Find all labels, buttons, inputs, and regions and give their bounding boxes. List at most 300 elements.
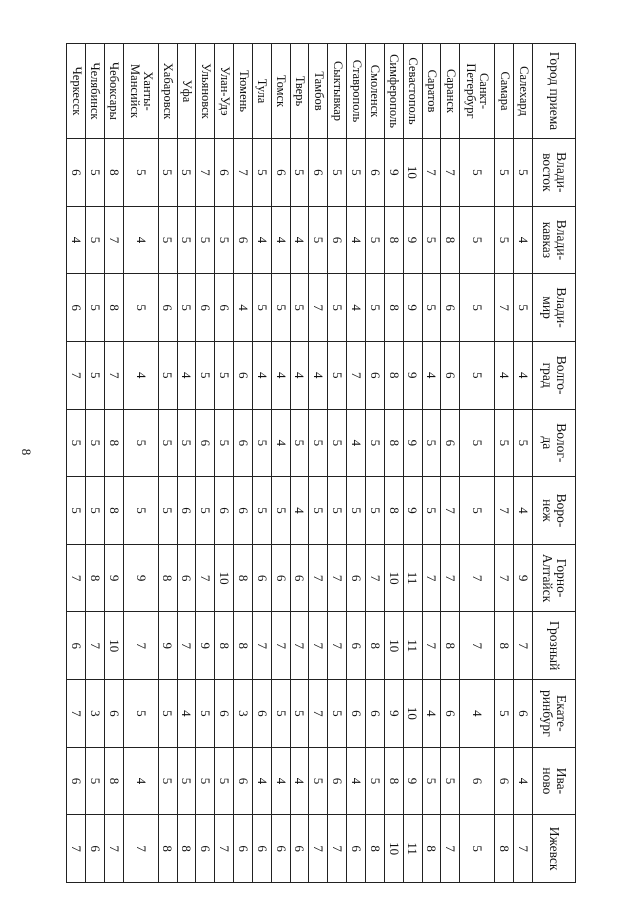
value-cell: 5	[441, 747, 460, 815]
column-header-2: Влади- кавказ	[533, 206, 576, 274]
value-cell: 5	[158, 477, 177, 545]
value-cell: 6	[177, 544, 196, 612]
value-cell: 5	[422, 274, 441, 342]
value-cell: 4	[271, 409, 290, 477]
value-cell: 8	[104, 409, 123, 477]
value-cell: 7	[422, 612, 441, 680]
value-cell: 5	[328, 477, 347, 545]
value-cell: 5	[460, 409, 495, 477]
city-cell: Томск	[271, 44, 290, 139]
value-cell: 6	[215, 477, 234, 545]
city-cell: Чебоксары	[104, 44, 123, 139]
city-cell: Ульяновск	[196, 44, 215, 139]
value-cell: 5	[252, 409, 271, 477]
value-cell: 4	[347, 409, 366, 477]
city-cell: Саратов	[422, 44, 441, 139]
value-cell: 4	[422, 341, 441, 409]
value-cell: 3	[234, 680, 253, 748]
value-cell: 6	[271, 139, 290, 207]
value-cell: 7	[460, 544, 495, 612]
value-cell: 4	[514, 477, 533, 545]
value-cell: 6	[177, 477, 196, 545]
value-cell: 8	[495, 815, 514, 883]
value-cell: 8	[104, 139, 123, 207]
city-cell: Севастополь	[403, 44, 422, 139]
value-cell: 6	[196, 274, 215, 342]
value-cell: 4	[290, 206, 309, 274]
value-cell: 5	[328, 680, 347, 748]
value-cell: 5	[123, 477, 158, 545]
value-cell: 5	[158, 747, 177, 815]
value-cell: 5	[196, 206, 215, 274]
value-cell: 8	[234, 544, 253, 612]
value-cell: 5	[85, 477, 104, 545]
value-cell: 4	[309, 341, 328, 409]
value-cell: 5	[177, 206, 196, 274]
value-cell: 5	[460, 206, 495, 274]
value-cell: 7	[328, 612, 347, 680]
value-cell: 5	[460, 815, 495, 883]
value-cell: 8	[158, 815, 177, 883]
value-cell: 6	[215, 680, 234, 748]
page-number: 8	[19, 448, 34, 456]
value-cell: 7	[104, 341, 123, 409]
table-row	[403, 44, 422, 883]
city-cell: Ханты- Мансийск	[123, 44, 158, 139]
value-cell: 5	[196, 747, 215, 815]
value-cell: 6	[347, 612, 366, 680]
value-cell: 6	[104, 680, 123, 748]
table-row	[495, 44, 514, 883]
value-cell: 4	[514, 206, 533, 274]
value-cell: 5	[514, 274, 533, 342]
value-cell: 7	[309, 612, 328, 680]
value-cell: 5	[328, 274, 347, 342]
value-cell: 5	[366, 409, 385, 477]
value-cell: 7	[309, 544, 328, 612]
value-cell: 8	[366, 815, 385, 883]
value-cell: 4	[123, 747, 158, 815]
value-cell: 6	[328, 747, 347, 815]
city-cell: Тула	[252, 44, 271, 139]
value-cell: 6	[328, 206, 347, 274]
city-cell: Челябинск	[85, 44, 104, 139]
value-cell: 8	[104, 747, 123, 815]
column-header-city: Город приема	[533, 44, 576, 139]
value-cell: 5	[196, 680, 215, 748]
city-cell: Смоленск	[366, 44, 385, 139]
city-cell: Сыктывкар	[328, 44, 347, 139]
table-row	[85, 44, 104, 883]
value-cell: 5	[215, 341, 234, 409]
table-row	[67, 44, 86, 883]
value-cell: 5	[158, 680, 177, 748]
value-cell: 6	[366, 139, 385, 207]
table-row	[384, 44, 403, 883]
value-cell: 4	[252, 341, 271, 409]
value-cell: 5	[271, 680, 290, 748]
value-cell: 7	[495, 544, 514, 612]
table-row	[177, 44, 196, 883]
value-cell: 5	[215, 409, 234, 477]
value-cell: 6	[67, 747, 86, 815]
value-cell: 8	[366, 612, 385, 680]
value-cell: 8	[441, 206, 460, 274]
value-cell: 9	[514, 544, 533, 612]
value-cell: 7	[347, 341, 366, 409]
table-row	[123, 44, 158, 883]
value-cell: 5	[177, 139, 196, 207]
value-cell: 4	[177, 341, 196, 409]
value-cell: 5	[422, 206, 441, 274]
value-cell: 5	[271, 274, 290, 342]
value-cell: 4	[290, 341, 309, 409]
table-row	[271, 44, 290, 883]
value-cell: 5	[67, 409, 86, 477]
value-cell: 5	[177, 747, 196, 815]
value-cell: 6	[441, 409, 460, 477]
value-cell: 5	[495, 139, 514, 207]
value-cell: 7	[422, 139, 441, 207]
value-cell: 6	[234, 341, 253, 409]
column-header-5: Волог- да	[533, 409, 576, 477]
value-cell: 6	[309, 139, 328, 207]
value-cell: 4	[347, 747, 366, 815]
table-row	[290, 44, 309, 883]
value-cell: 4	[422, 680, 441, 748]
value-cell: 6	[215, 274, 234, 342]
value-cell: 5	[347, 139, 366, 207]
value-cell: 5	[85, 747, 104, 815]
value-cell: 5	[514, 139, 533, 207]
table-row	[422, 44, 441, 883]
column-header-1: Влади- восток	[533, 139, 576, 207]
value-cell: 8	[384, 409, 403, 477]
value-cell: 7	[67, 815, 86, 883]
value-cell: 6	[234, 747, 253, 815]
city-cell: Тюмень	[234, 44, 253, 139]
value-cell: 5	[158, 409, 177, 477]
value-cell: 5	[123, 409, 158, 477]
value-cell: 4	[67, 206, 86, 274]
value-cell: 9	[403, 747, 422, 815]
value-cell: 7	[271, 612, 290, 680]
value-cell: 6	[252, 680, 271, 748]
table-body	[67, 44, 533, 883]
value-cell: 8	[384, 206, 403, 274]
value-cell: 5	[495, 680, 514, 748]
value-cell: 6	[234, 477, 253, 545]
value-cell: 7	[441, 544, 460, 612]
value-cell: 8	[85, 544, 104, 612]
column-header-7: Горно- Алтайск	[533, 544, 576, 612]
value-cell: 6	[67, 139, 86, 207]
value-cell: 5	[158, 139, 177, 207]
city-cell: Улан-Удэ	[215, 44, 234, 139]
value-cell: 6	[158, 274, 177, 342]
value-cell: 5	[67, 477, 86, 545]
value-cell: 5	[252, 274, 271, 342]
value-cell: 6	[290, 815, 309, 883]
value-cell: 5	[290, 274, 309, 342]
table-row	[215, 44, 234, 883]
value-cell: 5	[366, 747, 385, 815]
value-cell: 5	[252, 139, 271, 207]
value-cell: 5	[215, 747, 234, 815]
value-cell: 6	[271, 544, 290, 612]
value-cell: 5	[290, 409, 309, 477]
value-cell: 6	[234, 409, 253, 477]
value-cell: 7	[514, 612, 533, 680]
rotated-table-container	[66, 43, 576, 883]
value-cell: 8	[384, 274, 403, 342]
value-cell: 4	[271, 341, 290, 409]
value-cell: 5	[85, 409, 104, 477]
value-cell: 9	[384, 680, 403, 748]
value-cell: 4	[123, 341, 158, 409]
value-cell: 6	[271, 815, 290, 883]
value-cell: 6	[252, 544, 271, 612]
value-cell: 7	[309, 274, 328, 342]
value-cell: 8	[177, 815, 196, 883]
value-cell: 7	[366, 544, 385, 612]
table-row	[460, 44, 495, 883]
table-row	[196, 44, 215, 883]
value-cell: 8	[384, 477, 403, 545]
value-cell: 8	[215, 612, 234, 680]
value-cell: 4	[177, 680, 196, 748]
value-cell: 7	[495, 477, 514, 545]
value-cell: 10	[215, 544, 234, 612]
value-cell: 5	[290, 139, 309, 207]
value-cell: 5	[422, 409, 441, 477]
value-cell: 5	[290, 680, 309, 748]
city-cell: Санкт- Петербург	[460, 44, 495, 139]
value-cell: 8	[422, 815, 441, 883]
value-cell: 7	[123, 815, 158, 883]
value-cell: 7	[290, 612, 309, 680]
value-cell: 8	[104, 477, 123, 545]
value-cell: 9	[403, 341, 422, 409]
value-cell: 9	[403, 206, 422, 274]
value-cell: 5	[177, 409, 196, 477]
value-cell: 8	[158, 544, 177, 612]
value-cell: 5	[309, 747, 328, 815]
city-cell: Черкесск	[67, 44, 86, 139]
table-row	[366, 44, 385, 883]
value-cell: 5	[460, 274, 495, 342]
value-cell: 5	[366, 274, 385, 342]
value-cell: 6	[290, 544, 309, 612]
value-cell: 7	[123, 612, 158, 680]
value-cell: 8	[104, 274, 123, 342]
value-cell: 4	[514, 341, 533, 409]
value-cell: 5	[123, 274, 158, 342]
value-cell: 5	[366, 206, 385, 274]
value-cell: 4	[290, 747, 309, 815]
column-header-10: Ива- ново	[533, 747, 576, 815]
value-cell: 5	[215, 206, 234, 274]
value-cell: 5	[328, 409, 347, 477]
value-cell: 7	[234, 139, 253, 207]
value-cell: 6	[366, 341, 385, 409]
value-cell: 10	[403, 139, 422, 207]
value-cell: 8	[495, 612, 514, 680]
value-cell: 7	[460, 612, 495, 680]
value-cell: 6	[215, 139, 234, 207]
value-cell: 9	[403, 409, 422, 477]
value-cell: 10	[403, 680, 422, 748]
value-cell: 4	[271, 206, 290, 274]
value-cell: 7	[196, 544, 215, 612]
value-cell: 6	[234, 206, 253, 274]
value-cell: 11	[403, 544, 422, 612]
value-cell: 6	[347, 680, 366, 748]
value-cell: 4	[252, 747, 271, 815]
value-cell: 6	[196, 409, 215, 477]
value-cell: 6	[441, 680, 460, 748]
value-cell: 5	[196, 477, 215, 545]
value-cell: 7	[514, 815, 533, 883]
value-cell: 5	[309, 206, 328, 274]
value-cell: 5	[514, 409, 533, 477]
city-cell: Самара	[495, 44, 514, 139]
value-cell: 5	[309, 409, 328, 477]
value-cell: 5	[158, 206, 177, 274]
value-cell: 7	[441, 139, 460, 207]
table-header-row	[533, 44, 576, 883]
value-cell: 10	[104, 612, 123, 680]
value-cell: 5	[85, 206, 104, 274]
value-cell: 5	[271, 477, 290, 545]
value-cell: 7	[104, 815, 123, 883]
table-row	[514, 44, 533, 883]
value-cell: 6	[441, 341, 460, 409]
value-cell: 10	[384, 612, 403, 680]
value-cell: 4	[234, 274, 253, 342]
value-cell: 5	[309, 477, 328, 545]
value-cell: 5	[460, 139, 495, 207]
column-header-6: Воро- неж	[533, 477, 576, 545]
value-cell: 5	[158, 341, 177, 409]
table-row	[252, 44, 271, 883]
city-cell: Салехард	[514, 44, 533, 139]
value-cell: 7	[252, 612, 271, 680]
value-cell: 5	[85, 139, 104, 207]
value-cell: 9	[123, 544, 158, 612]
column-header-8: Грозный	[533, 612, 576, 680]
value-cell: 9	[104, 544, 123, 612]
value-cell: 4	[347, 206, 366, 274]
value-cell: 8	[441, 612, 460, 680]
value-cell: 7	[85, 612, 104, 680]
value-cell: 6	[196, 815, 215, 883]
city-cell: Саранск	[441, 44, 460, 139]
table-row	[441, 44, 460, 883]
value-cell: 7	[67, 544, 86, 612]
value-cell: 7	[196, 139, 215, 207]
value-cell: 5	[495, 409, 514, 477]
value-cell: 4	[495, 341, 514, 409]
value-cell: 5	[177, 274, 196, 342]
value-cell: 7	[67, 341, 86, 409]
table-row	[104, 44, 123, 883]
value-cell: 10	[384, 815, 403, 883]
value-cell: 6	[366, 680, 385, 748]
value-cell: 7	[441, 477, 460, 545]
value-cell: 7	[67, 680, 86, 748]
table-row	[234, 44, 253, 883]
value-cell: 7	[495, 274, 514, 342]
value-cell: 6	[234, 815, 253, 883]
value-cell: 7	[328, 544, 347, 612]
value-cell: 4	[252, 206, 271, 274]
value-cell: 6	[252, 815, 271, 883]
value-cell: 6	[460, 747, 495, 815]
value-cell: 5	[85, 274, 104, 342]
city-cell: Ставрополь	[347, 44, 366, 139]
value-cell: 5	[347, 477, 366, 545]
value-cell: 9	[384, 139, 403, 207]
value-cell: 10	[384, 544, 403, 612]
delivery-time-table	[66, 43, 576, 883]
table-row	[328, 44, 347, 883]
table-row	[347, 44, 366, 883]
value-cell: 4	[290, 477, 309, 545]
column-header-11: Ижевск	[533, 815, 576, 883]
value-cell: 11	[403, 612, 422, 680]
value-cell: 5	[495, 206, 514, 274]
value-cell: 3	[85, 680, 104, 748]
value-cell: 9	[196, 612, 215, 680]
value-cell: 11	[403, 815, 422, 883]
value-cell: 6	[347, 815, 366, 883]
city-cell: Тверь	[290, 44, 309, 139]
column-header-4: Волго- град	[533, 341, 576, 409]
city-cell: Тамбов	[309, 44, 328, 139]
value-cell: 9	[403, 274, 422, 342]
value-cell: 9	[158, 612, 177, 680]
value-cell: 5	[422, 477, 441, 545]
value-cell: 7	[309, 680, 328, 748]
value-cell: 6	[67, 274, 86, 342]
value-cell: 5	[252, 477, 271, 545]
value-cell: 7	[328, 815, 347, 883]
value-cell: 4	[460, 680, 495, 748]
value-cell: 7	[177, 612, 196, 680]
value-cell: 6	[495, 747, 514, 815]
value-cell: 4	[271, 747, 290, 815]
value-cell: 5	[460, 341, 495, 409]
value-cell: 6	[347, 544, 366, 612]
value-cell: 4	[123, 206, 158, 274]
value-cell: 7	[309, 815, 328, 883]
value-cell: 5	[460, 477, 495, 545]
table-row	[158, 44, 177, 883]
value-cell: 6	[441, 274, 460, 342]
value-cell: 5	[328, 341, 347, 409]
column-header-9: Екате- ринбург	[533, 680, 576, 748]
value-cell: 7	[422, 544, 441, 612]
city-cell: Симферополь	[384, 44, 403, 139]
city-cell: Хабаровск	[158, 44, 177, 139]
value-cell: 5	[422, 747, 441, 815]
value-cell: 7	[441, 815, 460, 883]
value-cell: 4	[347, 274, 366, 342]
value-cell: 7	[104, 206, 123, 274]
value-cell: 7	[215, 815, 234, 883]
value-cell: 8	[234, 612, 253, 680]
